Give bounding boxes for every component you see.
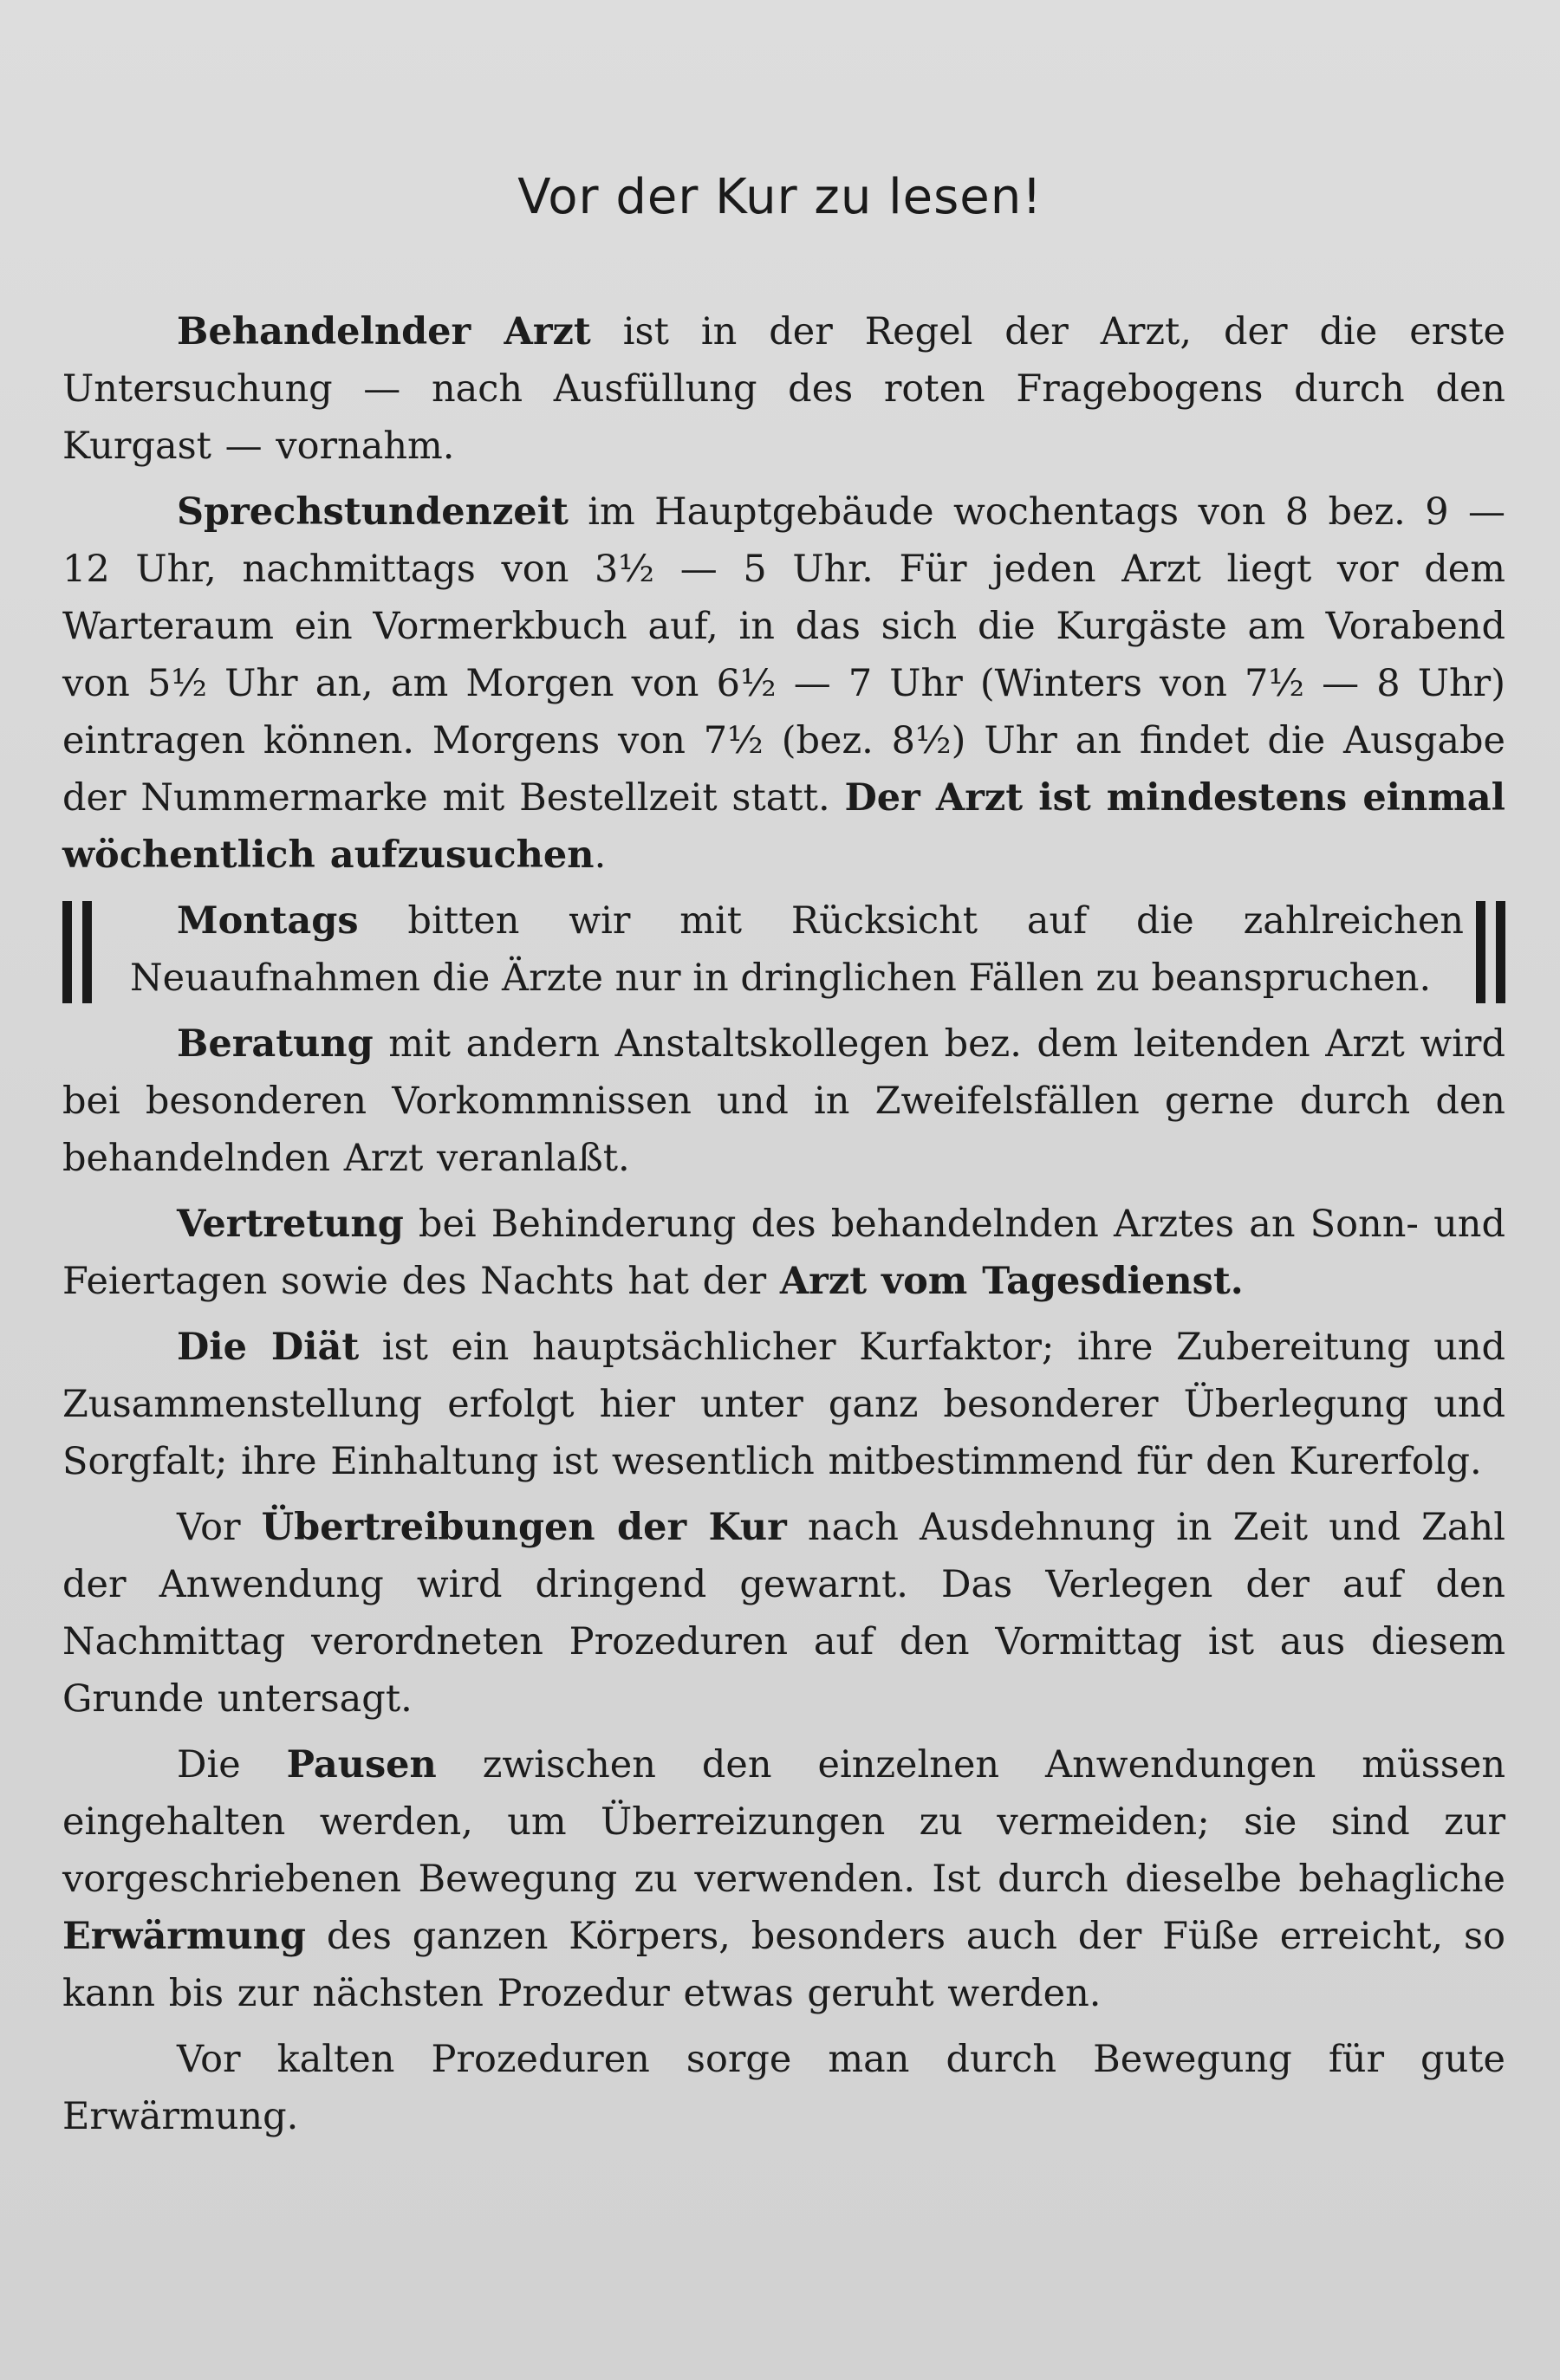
- paragraph-end: .: [594, 833, 607, 877]
- paragraph-pausen: [62, 1736, 1505, 2022]
- paragraph-text: Vor kalten Prozeduren sorge man durch Bewegung für gute Erwärmung.: [62, 2038, 1505, 2138]
- paragraph-montags: [130, 892, 1464, 1007]
- paragraph-pre: Die: [177, 1743, 287, 1787]
- emphasis-arzt-aufsuchen: Der Arzt ist mindestens einmal wöchentlich aufzusuchen: [62, 776, 1505, 877]
- paragraph-end: .: [1230, 1260, 1244, 1303]
- term-uebertreibungen-der-kur: Übertreibungen der Kur: [261, 1506, 787, 1549]
- paragraph-text: bei Behinderung des behandelnden Arztes an Sonn- und Feiertagen sowie des Nachts hat der: [62, 1203, 1505, 1303]
- term-beratung: Beratung: [177, 1022, 374, 1066]
- paragraph-diaet: [62, 1319, 1505, 1490]
- term-arzt-vom-tagesdienst: Arzt vom Tagesdienst: [779, 1260, 1231, 1303]
- paragraph-text: bitten wir mit Rücksicht auf die zahlreichen Neuaufnahmen die Ärzte nur in dringlichen Fällen zu beanspruchen.: [130, 899, 1464, 1000]
- term-montags: Montags: [177, 899, 359, 943]
- paragraph-text: nach Ausdehnung in Zeit und Zahl der Anwendung wird dringend gewarnt. Das Verlegen der auf den Nachmittag verordneten Prozeduren auf den Vormittag ist aus diesem Grunde untersagt.: [62, 1506, 1505, 1721]
- paragraph-beratung: [62, 1015, 1505, 1187]
- paragraph-text: im Hauptgebäude wochentags von 8 bez. 9 — 12 Uhr, nachmittags von 3½ — 5 Uhr. Für jeden Arzt liegt vor dem Warteraum ein Vormerkbuch auf, in das sich die Kurgäste am Vorabend von 5½ Uhr an, am Morgen von 6½ — 7 Uhr (Winters von 7½ — 8 Uhr) eintragen können. Morgens von 7½ (bez. 8½) Uhr an findet die Ausgabe der Nummermarke mit Bestellzeit statt.: [62, 490, 1505, 820]
- term-erwaermung: Erwärmung: [62, 1915, 307, 1958]
- paragraph-vertretung: [62, 1196, 1505, 1310]
- paragraph-text: mit andern Anstaltskollegen bez. dem leitenden Arzt wird bei besonderen Vorkommnissen und in Zweifelsfällen gerne durch den behandelnden Arzt veranlaßt.: [62, 1022, 1505, 1180]
- paragraph-kalte-prozeduren: [62, 2031, 1505, 2145]
- paragraph-end: des ganzen Körpers, besonders auch der Füße erreicht, so kann bis zur nächsten Prozedur etwas geruht werden.: [62, 1915, 1505, 2015]
- montags-notice: [62, 892, 1505, 1007]
- double-bar-right-icon: [1476, 901, 1505, 1003]
- page-title: Vor der Kur zu lesen!: [517, 169, 1043, 225]
- paragraph-sprechstundenzeit: [62, 483, 1505, 884]
- paragraph-text: zwischen den einzelnen Anwendungen müssen eingehalten werden, um Überreizungen zu vermeiden; sie sind zur vorgeschriebenen Bewegung zu verwenden. Ist durch dieselbe behagliche: [62, 1743, 1506, 1901]
- paragraph-uebertreibungen: [62, 1499, 1505, 1728]
- paragraph-text: ist in der Regel der Arzt, der die erste Untersuchung — nach Ausfüllung des roten Fragebogens durch den Kurgast — vornahm.: [62, 310, 1505, 468]
- term-die-diaet: Die Diät: [177, 1326, 360, 1369]
- term-pausen: Pausen: [286, 1743, 437, 1787]
- double-bar-left-icon: [62, 901, 92, 1003]
- term-behandelnder-arzt: Behandelnder Arzt: [177, 310, 591, 353]
- term-vertretung: Vertretung: [177, 1203, 404, 1246]
- paragraph-text: ist ein hauptsächlicher Kurfaktor; ihre Zubereitung und Zusammenstellung erfolgt hier unter ganz besonderer Überlegung und Sorgfalt; ihre Einhaltung ist wesentlich mitbestimmend für den Kurerfolg.: [62, 1326, 1505, 1483]
- document-body: [62, 303, 1505, 2154]
- paragraph-pre: Vor: [177, 1506, 262, 1549]
- term-sprechstundenzeit: Sprechstundenzeit: [177, 490, 569, 534]
- paragraph-behandelnder-arzt: [62, 303, 1505, 475]
